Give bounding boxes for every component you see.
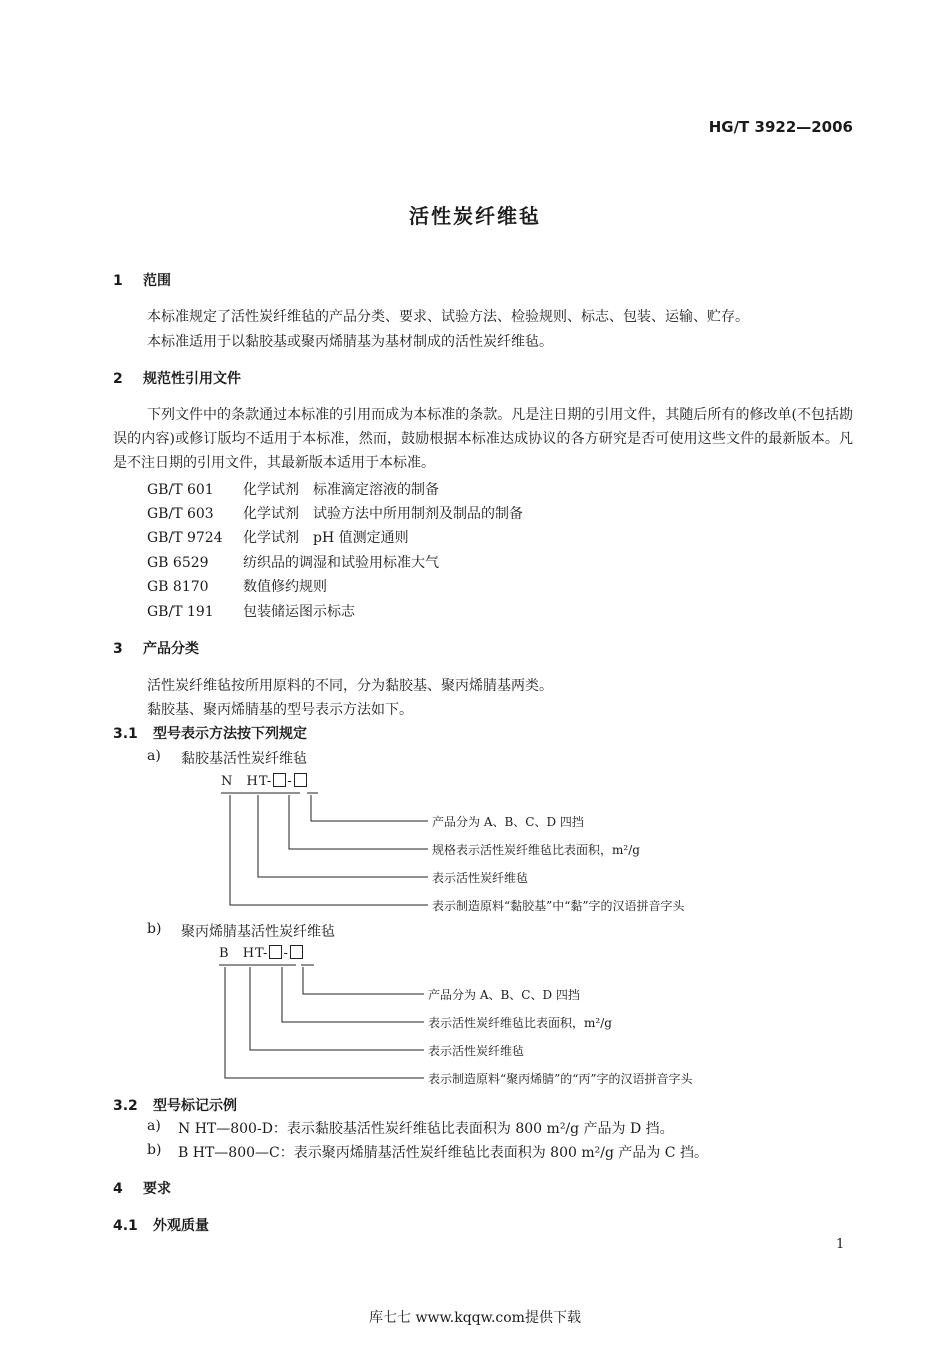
section-1-paragraph-1: 本标准规定了活性炭纤维毡的产品分类、要求、试验方法、检验规则、标志、包装、运输、贮存。: [147, 309, 749, 325]
example-b-label: b): [147, 1142, 162, 1158]
model-a-desc-grade: 产品分为 A、B、C、D 四挡: [432, 815, 584, 829]
model-code-a: N HT- -: [221, 773, 308, 789]
section-number: 1: [113, 273, 123, 289]
grade-box: [290, 945, 303, 959]
model-a-desc-prefix: 表示制造原料“黏胶基”中“黏”字的汉语拼音字头: [432, 899, 685, 913]
section-title: 要求: [143, 1181, 171, 1197]
example-b-text: B HT—800—C：表示聚丙烯腈基活性炭纤维毡比表面积为 800 m²/g 产品为 C 挡。: [178, 1145, 708, 1161]
model-a-desc-ht: 表示活性炭纤维毡: [432, 871, 529, 885]
model-ht: HT: [246, 774, 267, 789]
section-title: 外观质量: [153, 1218, 209, 1234]
standard-code: HG/T 3922—2006: [708, 118, 853, 136]
section-3-paragraph-1: 活性炭纤维毡按所用原料的不同，分为黏胶基、聚丙烯腈基两类。: [147, 678, 553, 694]
model-prefix: B: [219, 946, 230, 961]
reference-title: 包装储运图示标志: [243, 604, 355, 620]
model-code-b: B HT- -: [219, 945, 304, 961]
model-b-desc-ht: 表示活性炭纤维毡: [428, 1044, 525, 1058]
section-4-1-heading: [113, 1215, 209, 1235]
page-number: 1: [836, 1237, 845, 1252]
section-title: 规范性引用文件: [143, 371, 241, 387]
example-a-label: a): [147, 1118, 161, 1134]
section-number: 3.1: [113, 726, 138, 742]
item-b-name: 聚丙烯腈基活性炭纤维毡: [181, 924, 335, 940]
example-a-text: N HT—800-D：表示黏胶基活性炭纤维毡比表面积为 800 m²/g 产品为 D 挡。: [178, 1121, 674, 1137]
reference-code: GB 6529: [147, 555, 209, 571]
model-b-desc-spec: 表示活性炭纤维毡比表面积，m²/g: [428, 1016, 612, 1030]
reference-code: GB/T 601: [147, 482, 214, 498]
reference-code: GB/T 9724: [147, 530, 223, 546]
download-footer: 库七七 www.kqqw.com提供下载: [369, 1310, 581, 1326]
section-4-heading: [113, 1178, 171, 1198]
section-title: 型号表示方法按下列规定: [153, 726, 307, 742]
item-a-label: a): [147, 748, 161, 764]
section-number: 2: [113, 371, 123, 387]
model-b-desc-grade: 产品分为 A、B、C、D 四挡: [428, 988, 580, 1002]
document-title: 活性炭纤维毡: [409, 204, 541, 228]
spec-box: [269, 945, 282, 959]
model-a-desc-spec: 规格表示活性炭纤维毡比表面积，m²/g: [432, 843, 640, 857]
reference-code: GB 8170: [147, 579, 209, 595]
section-number: 3.2: [113, 1098, 138, 1114]
model-b-desc-prefix: 表示制造原料“聚丙烯腈”的“丙”字的汉语拼音字头: [428, 1072, 693, 1086]
reference-code: GB/T 603: [147, 506, 214, 522]
reference-title: 纺织品的调湿和试验用标准大气: [243, 555, 439, 571]
section-1-paragraph-2: 本标准适用于以黏胶基或聚丙烯腈基为基材制成的活性炭纤维毡。: [147, 334, 553, 350]
section-2-intro: 下列文件中的条款通过本标准的引用而成为本标准的条款。凡是注日期的引用文件，其随后所有的修改单(不包括勘误的内容)或修订版均不适用于本标准，然而，鼓励根据本标准达成协议的各方研究是否可使用这些文件的最新版本。凡是不注日期的引用文件，其最新版本适用于本标准。: [113, 407, 853, 471]
section-title: 产品分类: [143, 641, 199, 657]
section-title: 范围: [143, 273, 171, 289]
model-ht: HT: [242, 946, 264, 961]
reference-title: 化学试剂 pH 值测定通则: [243, 530, 409, 546]
section-title: 型号标记示例: [153, 1098, 237, 1114]
reference-title: 化学试剂 标准滴定溶液的制备: [243, 482, 439, 498]
section-3-paragraph-2: 黏胶基、聚丙烯腈基的型号表示方法如下。: [147, 702, 413, 718]
item-a-name: 黏胶基活性炭纤维毡: [181, 751, 307, 767]
section-number: 4.1: [113, 1218, 138, 1234]
section-number: 4: [113, 1181, 123, 1197]
model-prefix: N: [221, 774, 234, 789]
section-number: 3: [113, 641, 123, 657]
item-b-label: b): [147, 921, 162, 937]
reference-title: 化学试剂 试验方法中所用制剂及制品的制备: [243, 506, 523, 522]
section-3-2-heading: [113, 1095, 237, 1115]
reference-title: 数值修约规则: [243, 579, 327, 595]
reference-code: GB/T 191: [147, 604, 214, 620]
